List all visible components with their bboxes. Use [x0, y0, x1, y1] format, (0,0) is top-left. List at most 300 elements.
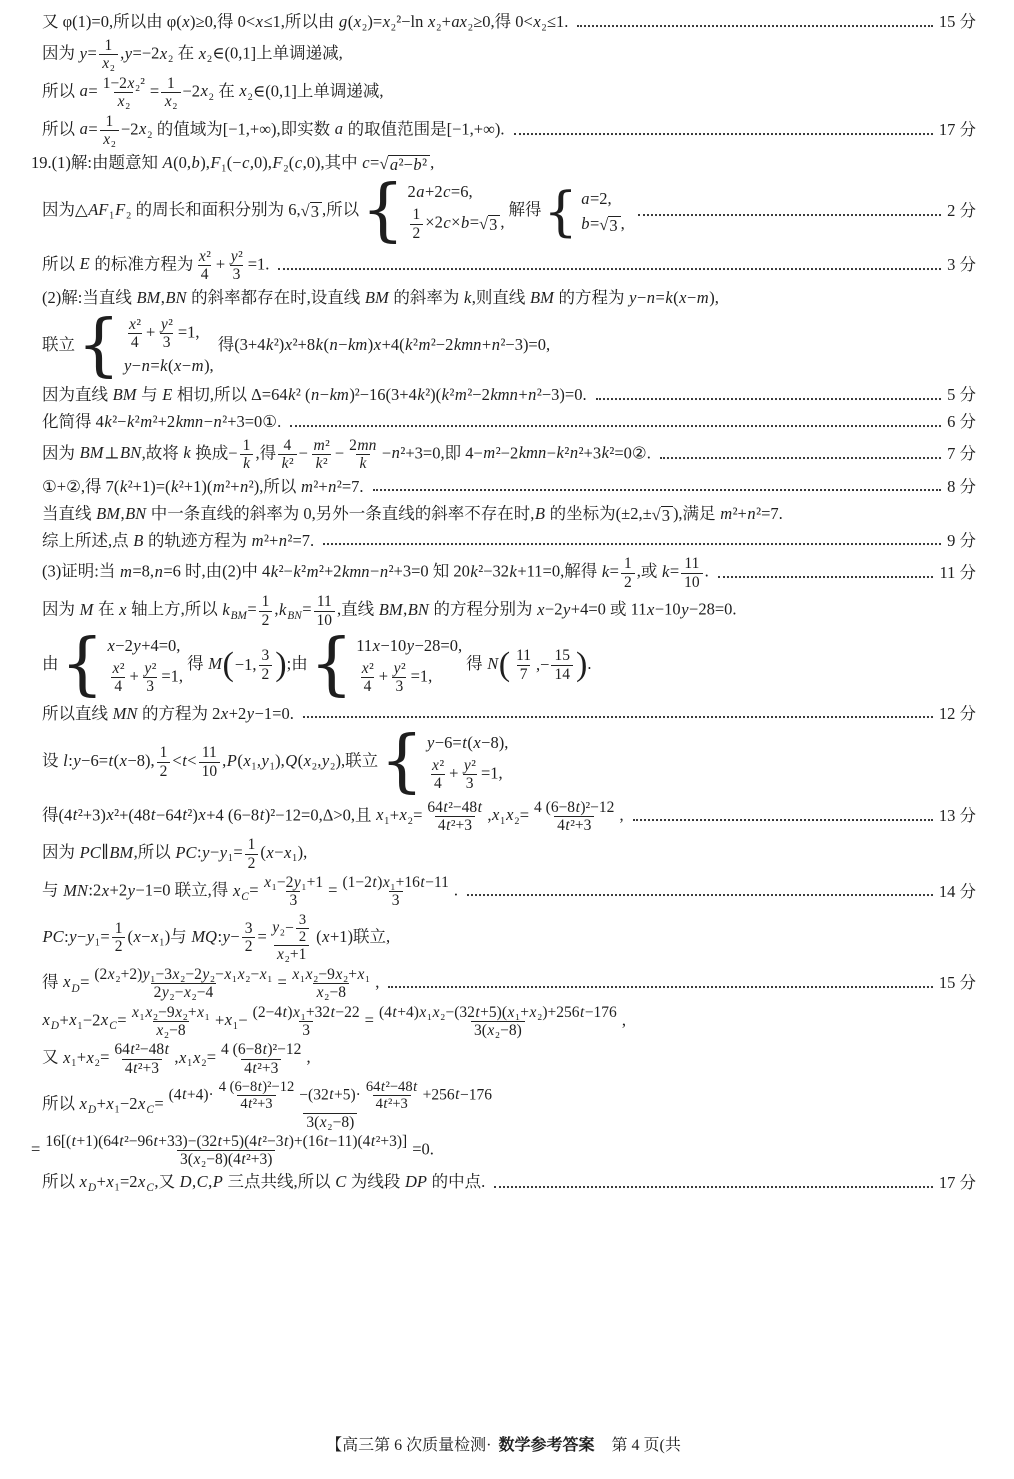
- left-brace: {: [309, 624, 354, 704]
- numerator: 64t²−48t: [427, 798, 482, 816]
- numerator: 2mn: [349, 436, 377, 454]
- system-row: $\frac{\text{x²}}{4}$ + $\frac{\text{y²}}{3}$ =1,: [427, 757, 503, 793]
- fraction: [245, 836, 259, 872]
- denominator: 2: [621, 573, 635, 591]
- equation-system: [309, 624, 463, 704]
- numerator: 11: [316, 593, 332, 611]
- answer-line: [31, 1133, 976, 1169]
- numerator: y²: [230, 247, 243, 265]
- denominator: 3: [389, 891, 403, 909]
- answer-line: [31, 383, 976, 408]
- subscript: C: [146, 1182, 154, 1195]
- paren-content: −1, $\frac{3}{2}$: [234, 647, 275, 683]
- answer-line: [31, 874, 976, 910]
- fraction: [363, 1079, 421, 1113]
- footer-subject-title: 数学参考答案: [498, 1437, 595, 1455]
- dot-leader: [596, 387, 942, 400]
- big-parens: [222, 647, 286, 683]
- numerator: 11: [201, 744, 217, 762]
- answer-line: [31, 285, 976, 310]
- subscript: D: [50, 1020, 59, 1033]
- subscript: BM: [230, 610, 247, 623]
- denominator: 7: [517, 665, 531, 683]
- left-brace: {: [380, 722, 424, 802]
- fraction: [109, 660, 128, 696]
- answer-line: [31, 437, 976, 473]
- system-row: y−6=t(x−8),: [427, 732, 509, 752]
- answer-line: [31, 37, 976, 73]
- line-content: 所以直线 MN 的方程为 2x+2y−1=0.: [42, 703, 294, 723]
- answer-line: [31, 1079, 976, 1131]
- fraction: [339, 874, 451, 910]
- denominator: k: [240, 454, 254, 472]
- numerator: y²: [463, 757, 476, 775]
- dot-leader: [577, 14, 933, 27]
- line-content: 综上所述,点 B 的轨迹方程为 m²+n²=7.: [42, 530, 315, 550]
- fraction: [621, 555, 635, 591]
- numerator: 11: [516, 647, 532, 665]
- denominator: 2: [259, 611, 273, 629]
- dot-leader: [373, 478, 942, 491]
- fraction: [259, 647, 273, 683]
- dot-leader: [388, 975, 932, 988]
- line-content: 所以 $x_D+x_1-2x_C=$ (4t+4)· $\frac{\text{4 (6−8t)²−12}}{\text{4t²+3}}$ −(32t+5)· $\frac{\text{64t²−48t}}{\text{4t²+3}}$ +256t−176 3(x₂−8): [42, 1079, 497, 1131]
- denominator: 2: [245, 854, 259, 872]
- denominator: 14: [551, 665, 573, 683]
- right-paren: ): [275, 645, 287, 683]
- score-label: 6 分: [947, 411, 976, 431]
- fraction: [111, 1041, 172, 1077]
- answer-line: [31, 113, 976, 149]
- line-content: 因为△AF₁F₂ 的周长和面积分别为 6, √ 3 ,所以 { 2a+2c=6, $\frac{1}{2}$ ×2c×b= √ 3 , 解得 { a=2, b= √ 3 ,: [42, 171, 625, 251]
- numerator: y²: [144, 659, 157, 677]
- fraction: [99, 37, 118, 73]
- answer-line: [31, 10, 976, 35]
- numerator: 64t²−48t: [365, 1079, 418, 1095]
- denominator: 4: [431, 774, 445, 792]
- footer-page-number: 第 4 页(共: [611, 1437, 681, 1455]
- radicand: 3: [310, 202, 322, 220]
- fraction: [157, 744, 171, 780]
- fraction: [261, 874, 327, 910]
- denominator: 4t²+3: [122, 1059, 162, 1077]
- fraction: [376, 1004, 620, 1040]
- fraction: [346, 437, 380, 473]
- numerator: 1: [105, 112, 114, 130]
- answer-line: [31, 150, 976, 175]
- denominator: 4t²+3: [237, 1095, 275, 1112]
- answer-line: [31, 528, 976, 553]
- answer-line: [31, 1041, 976, 1077]
- fraction: [278, 437, 297, 473]
- numerator: x²: [198, 247, 211, 265]
- system-row: $\frac{\text{x²}}{4}$ + $\frac{\text{y²}}{3}$ =1,: [107, 660, 183, 696]
- equation-system: [380, 722, 509, 802]
- left-brace: {: [60, 624, 104, 704]
- numerator: 1: [159, 744, 168, 762]
- line-content: 设 l:y−6=t(x−8), $\frac{1}{2}$ <t< $\frac{11}{10}$ ,P(x₁,y₁),Q(x₂,y₂),联立 { y−6=t(x−8), $\frac{\text{x²}}{4}$ + $\frac{\text{y²}}{3}$ =1,: [42, 722, 509, 802]
- fraction: [250, 1004, 363, 1040]
- left-paren: (: [498, 645, 511, 683]
- denominator: 3(x₂−8)(4t²+3): [177, 1150, 275, 1168]
- equation-system: [60, 624, 184, 704]
- answer-line: [31, 1004, 976, 1040]
- fraction: [460, 757, 479, 793]
- fraction: [91, 966, 275, 1002]
- fraction: [289, 966, 373, 1002]
- fraction: [141, 660, 160, 696]
- numerator: (4t+4)· $\frac{\text{4 (6−8t)²−12}}{\text{4t²+3}}$ −(32t+5)· $\frac{\text{64t²−48t}}{\text{4t²+3}}$ +256t−176: [168, 1079, 492, 1113]
- dot-leader: [638, 203, 941, 216]
- fraction: [129, 1004, 213, 1040]
- answer-line: [31, 306, 976, 386]
- left-brace: {: [543, 179, 578, 243]
- score-label: 8 分: [947, 476, 976, 496]
- line-content: 19.(1)解:由题意知 A(0,b),F₁(−c,0),F₂(c,0),其中 c= √ a²−b² ,: [31, 152, 435, 174]
- numerator: 4 (6−8t)²−12: [534, 798, 615, 816]
- numerator: 1: [247, 836, 256, 854]
- radical-sign: √: [379, 153, 389, 173]
- line-content: 因为 BM⊥BN,故将 k 换成− $\frac{1}{k}$ ,得 $\frac{4}{\text{k²}}$ − $\frac{\text{m²}}{\text{k²}}$ − $\frac{2mn}{k}$ −n²+3=0,即 4−m²−2kmn−k²n²+3k²=0②.: [42, 436, 651, 472]
- dot-leader: [467, 883, 933, 896]
- numerator: 1: [114, 919, 123, 937]
- line-content: 由 { x−2y+4=0, $\frac{\text{x²}}{4}$ + $\frac{\text{y²}}{3}$ =1, 得 M ( −1, $\frac{3}{2}$ ) ;由 { 11x−10y−28=0, $\frac{\text{x²}}{4}$ + $\frac{\text{y²}}{3}$ =1, 得 N ( $\frac{11}{7}$ ,− $\frac{15}{14}$ ) .: [42, 624, 592, 704]
- denominator: 3: [286, 891, 300, 909]
- numerator: x²: [112, 659, 125, 677]
- score-label: 5 分: [947, 384, 976, 404]
- dot-leader: [303, 705, 933, 718]
- fraction: [240, 437, 254, 473]
- fraction: [531, 799, 617, 835]
- numerator: 1: [104, 37, 113, 54]
- score-label: 11 分: [939, 563, 976, 583]
- fraction: [269, 912, 314, 964]
- system-row: $\frac{\text{x²}}{4}$ + $\frac{\text{y²}}{3}$ =1,: [123, 316, 199, 352]
- numerator: (1−2t)x₁+16t−11: [342, 874, 449, 891]
- denominator: 2: [259, 665, 273, 683]
- score-label: 7 分: [947, 444, 976, 464]
- fraction: [358, 660, 377, 696]
- denominator: 10: [199, 762, 221, 780]
- numerator: (2x₂+2)y₁−3x₂−2y₂−x₁x₂−x₁: [94, 965, 273, 983]
- numerator: 1: [623, 555, 632, 573]
- dot-leader: [633, 808, 933, 821]
- denominator: k²: [278, 454, 297, 472]
- line-content: (2)解:当直线 BM,BN 的斜率都存在时,设直线 BM 的斜率为 k,则直线 BM 的方程为 y−n=k(x−m),: [42, 287, 719, 307]
- line-content: 又 x₁+x₂= $\frac{\text{64t²−48t}}{\text{4t²+3}}$ ,x₁x₂= $\frac{\text{4 (6−8t)²−12}}{\text{4t²+3}}$ ,: [42, 1041, 311, 1077]
- denominator: 2y₂−x₂−4: [151, 983, 217, 1001]
- numerator: y₂− $\frac{3}{2}$: [269, 912, 314, 946]
- right-paren: ): [575, 645, 588, 683]
- fraction: [390, 660, 409, 696]
- numerator: x₁−2y₁+1: [264, 874, 324, 891]
- answer-line: [31, 799, 976, 835]
- score-label: 13 分: [938, 806, 976, 826]
- radical-sign: √: [479, 213, 489, 233]
- denominator: x₂−8: [313, 983, 349, 1001]
- numerator: m²: [313, 436, 330, 454]
- left-brace: {: [361, 171, 405, 251]
- square-root: [301, 202, 322, 220]
- score-label: 2 分: [947, 201, 976, 221]
- answer-line: [31, 501, 976, 526]
- fraction: [161, 75, 180, 111]
- answer-line: [31, 1171, 976, 1196]
- line-content: = $\frac{\text{16[(t+1)(64t²−96t+33)−(32t+5)(4t²−3t)+(16t−11)(4t²+3)]}}{\text{3(x₂−8)(4t²+3)}}$ =0.: [31, 1133, 434, 1169]
- dot-leader: [514, 122, 933, 135]
- fraction: [429, 757, 448, 793]
- numerator: x²: [432, 757, 445, 775]
- denominator: 2: [112, 937, 126, 955]
- dot-leader: [718, 565, 934, 578]
- denominator: x₂: [99, 54, 118, 72]
- score-label: 15 分: [938, 973, 976, 993]
- subscript: C: [109, 1020, 117, 1033]
- denominator: 2: [410, 224, 424, 242]
- radicand: a²−b²: [388, 155, 430, 173]
- denominator: x₂: [100, 130, 119, 148]
- equation-system: [361, 171, 505, 251]
- fraction: [42, 1133, 410, 1169]
- fraction: [310, 437, 333, 473]
- radicand: 3: [661, 506, 673, 524]
- answer-line: [31, 966, 976, 1002]
- line-content: 当直线 BM,BN 中一条直线的斜率为 0,另外一条直线的斜率不存在时,B 的坐标为(±2,± √ 3 ),满足 m²+n²=7.: [42, 503, 783, 525]
- score-label: 14 分: [938, 881, 976, 901]
- big-parens: [499, 647, 588, 683]
- line-content: 所以 $x_D+x_1=2x_C$,又 D,C,P 三点共线,所以 C 为线段 DP 的中点.: [42, 1171, 486, 1195]
- numerator: y²: [393, 659, 406, 677]
- denominator: 3: [230, 265, 244, 283]
- system-row: $\frac{1}{2}$ ×2c×b= √ 3 ,: [408, 206, 505, 242]
- denominator: x₂−8: [153, 1021, 189, 1039]
- fraction: [551, 647, 573, 683]
- dot-leader: [494, 1175, 933, 1188]
- numerator: y²: [160, 315, 173, 333]
- denominator: 4: [361, 677, 375, 695]
- denominator: 3(x₂−8): [303, 1113, 357, 1131]
- subscript: D: [87, 1104, 97, 1117]
- answer-line: [31, 912, 976, 964]
- system-row: b= √ 3 ,: [581, 213, 625, 235]
- numerator: 64t²−48t: [114, 1041, 169, 1059]
- line-content: 联立 { $\frac{\text{x²}}{4}$ + $\frac{\text{y²}}{3}$ =1, y−n=k(x−m), 得(3+4k²)x²+8k(n−km)x+4(k²m²−2kmn+n²−3)=0,: [42, 306, 551, 386]
- line-content: 与 MN:2x+2y−1=0 联立,得 $x_C=$ $\frac{\text{x₁−2y₁+1}}{3}$ = $\frac{\text{(1−2t)x₁+16t−11}}{3}$ .: [42, 874, 459, 910]
- system-rows: [123, 316, 213, 377]
- subscript: C: [146, 1104, 154, 1117]
- page-footer: [31, 1427, 976, 1457]
- fraction: [314, 593, 336, 629]
- line-content: 因为 y= $\frac{1}{\text{x₂}}$ ,y=−2x₂ 在 x₂∈(0,1]上单调递减,: [42, 37, 343, 73]
- paren-content: $\frac{11}{7}$ ,− $\frac{15}{14}$: [510, 647, 576, 683]
- score-label: 17 分: [938, 1173, 976, 1193]
- numerator: x₁x₂−9x₂+x₁: [292, 965, 371, 983]
- system-row: a=2,: [581, 188, 612, 208]
- score-label: 17 分: [938, 120, 976, 140]
- fraction: [100, 75, 148, 111]
- answer-line: [31, 836, 976, 872]
- system-rows: [107, 635, 183, 696]
- subscript: D: [87, 1182, 97, 1195]
- dot-leader: [290, 414, 941, 427]
- line-content: 因为 PC∥BM,所以 PC:y−y₁= $\frac{1}{2}$ (x−x₁),: [42, 836, 308, 872]
- system-row: x−2y+4=0,: [107, 635, 181, 655]
- denominator: 4t²+3: [554, 816, 594, 834]
- answer-line: [31, 171, 976, 251]
- fraction: [112, 920, 126, 956]
- line-content: 化简得 4k²−k²m²+2kmn−n²+3=0①.: [42, 411, 282, 431]
- fraction: [195, 248, 214, 284]
- dot-leader: [323, 532, 941, 545]
- line-content: $x_D+x_1-2x_C=$ $\frac{\text{x₁x₂−9x₂+x₁}}{\text{x₂−8}}$ +x₁− $\frac{\text{(2−4t)x₁+32t−22}}{3}$ = $\frac{\text{(4t+4)x₁x₂−(32t+5)(x₁+x₂)+256t−176}}{\text{3(x₂−8)}}$ ,: [42, 1003, 626, 1039]
- system-rows: [581, 188, 625, 236]
- numerator: x₁x₂−9x₂+x₁: [132, 1003, 210, 1021]
- line-content: 所以 a= $\frac{\text{1−2x₂²}}{\text{x₂}}$ = $\frac{1}{\text{x₂}}$ −2x₂ 在 x₂∈(0,1]上单调递减,: [42, 74, 384, 111]
- denominator: k: [356, 454, 370, 472]
- left-paren: (: [222, 645, 234, 683]
- numerator: 1: [242, 436, 251, 454]
- fraction: [166, 1079, 495, 1131]
- denominator: x₂: [114, 92, 133, 110]
- denominator: 4: [198, 265, 212, 283]
- denominator: 10: [681, 573, 703, 591]
- denominator: k²: [312, 454, 331, 472]
- numerator: 15: [554, 647, 570, 665]
- score-label: 12 分: [938, 703, 976, 723]
- denominator: 4: [111, 677, 125, 695]
- subscript: BN: [287, 610, 302, 623]
- denominator: 4t²+3: [373, 1095, 411, 1112]
- numerator: 4 (6−8t)²−12: [221, 1041, 302, 1059]
- answer-line: [31, 701, 976, 726]
- subscript: C: [241, 890, 249, 903]
- fraction: [296, 912, 309, 946]
- equation-system: [77, 306, 214, 386]
- numerator: x²: [361, 659, 374, 677]
- answer-line: [31, 624, 976, 704]
- system-row: 11x−10y−28=0,: [356, 635, 463, 655]
- numerator: 1: [261, 593, 270, 611]
- line-content: 所以 E 的标准方程为 $\frac{\text{x²}}{4}$ + $\frac{\text{y²}}{3}$ =1.: [42, 247, 270, 283]
- numerator: 3: [298, 911, 307, 928]
- square-root: [479, 215, 500, 233]
- system-row: y−n=k(x−m),: [123, 355, 214, 375]
- radicand: 3: [608, 216, 620, 234]
- system-row: 2a+2c=6,: [407, 181, 473, 201]
- dot-leader: [660, 446, 941, 459]
- fraction: [681, 555, 703, 591]
- denominator: 3: [463, 774, 477, 792]
- line-content: 所以 a= $\frac{1}{\text{x₂}}$ −2x₂ 的值域为[−1,+∞),即实数 a 的取值范围是[−1,+∞).: [42, 112, 505, 148]
- fraction: [242, 920, 256, 956]
- fraction: [218, 1041, 304, 1077]
- denominator: 2: [296, 928, 309, 945]
- score-label: 9 分: [947, 530, 976, 550]
- denominator: 10: [314, 611, 336, 629]
- system-rows: [356, 635, 462, 696]
- line-content: ①+②,得 7(k²+1)=(k²+1)(m²+n²),所以 m²+n²=7.: [42, 476, 364, 496]
- numerator: (2−4t)x₁+32t−22: [252, 1003, 360, 1021]
- fraction: [410, 206, 424, 242]
- answer-line: [31, 75, 976, 111]
- denominator: 2: [242, 937, 256, 955]
- line-content: PC:y−y₁= $\frac{1}{2}$ (x−x₁)与 MQ:y− $\frac{3}{2}$ = y₂− $\frac{3}{2}$ x₂+1 (x+1)联立,: [42, 911, 391, 964]
- denominator: 4t²+3: [435, 816, 475, 834]
- fraction: [513, 647, 534, 683]
- fraction: [125, 316, 144, 352]
- line-content: (3)证明:当 m=8,n=6 时,由(2)中 4k²−k²m²+2kmn−n²+3=0 知 20k²−32k+11=0,解得 k= $\frac{1}{2}$ ,或 k= $\frac{11}{10}$ .: [42, 555, 709, 591]
- denominator: 4: [128, 333, 142, 351]
- denominator: 3: [392, 677, 406, 695]
- numerator: 11: [684, 555, 700, 573]
- numerator: x²: [128, 315, 142, 333]
- answer-line: [31, 410, 976, 435]
- denominator: 3: [299, 1021, 313, 1039]
- numerator: 16[(t+1)(64t²−96t+33)−(32t+5)(4t²−3t)+(16t−11)(4t²+3)]: [45, 1133, 408, 1150]
- numerator: (4t+4)x₁x₂−(32t+5)(x₁+x₂)+256t−176: [378, 1003, 617, 1021]
- line-content: 得(4t²+3)x²+(48t−64t²)x+4 (6−8t)²−12=0,Δ>0,且 x₁+x₂= $\frac{\text{64t²−48t}}{\text{4t²+3}}$ ,x₁x₂= $\frac{\text{4 (6−8t)²−12}}{\text{4t²+3}}$ ,: [42, 798, 624, 834]
- radical-sign: √: [300, 201, 310, 221]
- system-rows: [408, 181, 505, 242]
- answer-lines: [31, 8, 976, 1198]
- fraction: [259, 593, 273, 629]
- denominator: 2: [157, 762, 171, 780]
- radical-sign: √: [599, 214, 609, 234]
- numerator: 3: [261, 647, 270, 665]
- footer-exam-title: 【高三第 6 次质量检测·: [326, 1437, 492, 1455]
- score-label: 15 分: [938, 12, 976, 32]
- line-content: 因为 M 在 x 轴上方,所以 $k_{BM}=$ $\frac{1}{2}$ $,k_{BN}=$ $\frac{11}{10}$ ,直线 BM,BN 的方程分别为 x−2y+4=0 或 11x−10y−28=0.: [42, 593, 737, 629]
- radicand: 3: [488, 215, 500, 233]
- fraction: [216, 1079, 298, 1113]
- square-root: [652, 506, 673, 524]
- equation-system: [543, 179, 625, 243]
- line-content: 因为直线 BM 与 E 相切,所以 Δ=64k² (n−km)²−16(3+4k²)(k²m²−2kmn+n²−3)=0.: [42, 384, 587, 404]
- answer-line: [31, 593, 976, 629]
- fraction: [157, 316, 176, 352]
- dot-leader: [278, 257, 941, 270]
- denominator: 4t²+3: [241, 1059, 281, 1077]
- denominator: 3: [160, 333, 174, 351]
- numerator: 4: [283, 436, 292, 454]
- system-row: $\frac{\text{x²}}{4}$ + $\frac{\text{y²}}{3}$ =1,: [356, 660, 432, 696]
- subscript: D: [71, 982, 80, 995]
- fraction: [100, 113, 119, 149]
- numerator: 1: [166, 74, 175, 92]
- denominator: 3: [143, 677, 157, 695]
- square-root: [599, 216, 620, 234]
- numerator: 3: [244, 919, 253, 937]
- answer-line: [31, 248, 976, 284]
- fraction: [227, 248, 246, 284]
- answer-line: [31, 474, 976, 499]
- answer-line: [31, 722, 976, 802]
- denominator: 3(x₂−8): [471, 1021, 525, 1039]
- left-brace: {: [77, 306, 121, 386]
- system-rows: [427, 732, 509, 793]
- fraction: [199, 744, 221, 780]
- denominator: x₂: [161, 92, 180, 110]
- numerator: 4 (6−8t)²−12: [218, 1079, 295, 1095]
- answer-line: [31, 555, 976, 591]
- line-content: 得 $x_D=$ $\frac{\text{(2x₂+2)y₁−3x₂−2y₂−x₁x₂−x₁}}{\text{2y₂−x₂−4}}$ = $\frac{\text{x₁x₂−9x₂+x₁}}{\text{x₂−8}}$ ,: [42, 965, 380, 1002]
- square-root: [379, 155, 430, 173]
- numerator: 1−2x₂²: [102, 74, 145, 92]
- fraction: [424, 799, 485, 835]
- denominator: x₂+1: [274, 945, 310, 963]
- radical-sign: √: [651, 504, 661, 524]
- score-label: 3 分: [947, 255, 976, 275]
